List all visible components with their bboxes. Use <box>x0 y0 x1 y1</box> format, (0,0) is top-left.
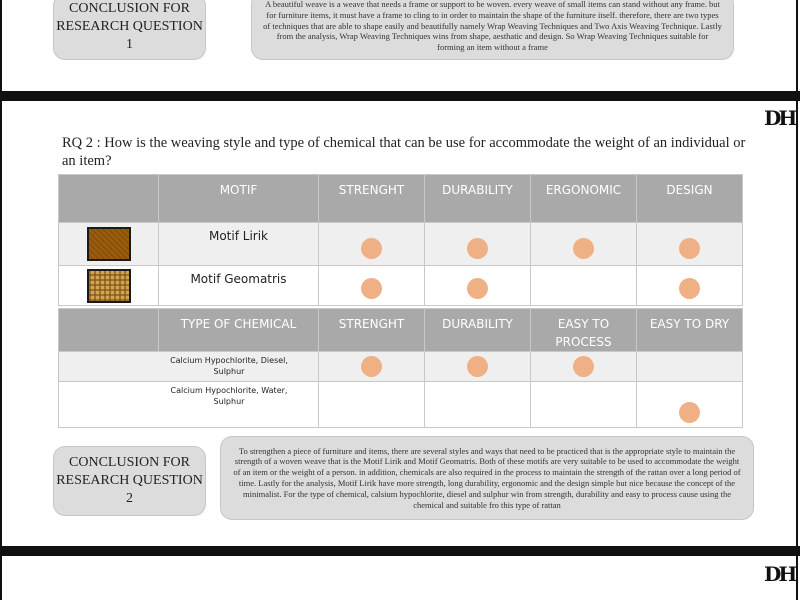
lirik-weave-image <box>87 227 131 261</box>
check-dot <box>467 278 488 299</box>
header-type-of-chemical: TYPE OF CHEMICAL <box>159 309 319 352</box>
research-question-2: RQ 2 : How is the weaving style and type of chemical that can be use for accommodate the weight of an individual or an item? <box>62 135 746 169</box>
geometric-weave-image <box>87 269 131 303</box>
left-frame-line <box>0 0 2 91</box>
right-frame-line-bottom <box>796 556 798 600</box>
section-divider-top <box>0 91 800 101</box>
dh-logo-bottom: DH <box>764 562 795 586</box>
check-dot <box>573 238 594 259</box>
header-durability: DURABILITY <box>425 309 531 352</box>
check-dot <box>467 238 488 259</box>
header-easy-to-process: EASY TO PROCESS <box>531 309 637 352</box>
check-dot <box>467 356 488 377</box>
table-row <box>59 382 743 428</box>
conclusion-rq1-label: CONCLUSION FOR RESEARCH QUESTION 1 <box>53 0 206 60</box>
header-strength: STRENGHT <box>319 309 425 352</box>
header-blank <box>59 309 159 352</box>
header-design: DESIGN <box>637 175 743 223</box>
chemical-table <box>58 308 743 428</box>
section-divider-bottom <box>0 546 800 556</box>
chemical-name: Calcium Hypochlorite, Diesel, Sulphur <box>59 352 319 382</box>
header-durability: DURABILITY <box>425 175 531 223</box>
check-dot <box>361 278 382 299</box>
conclusion-rq1-text: A beautiful weave is a weave that needs a frame or support to be woven. every weave of small items can stand without any frame. but for furniture items, it must have a frame to cling to in order to maintain the shape of the furniture itself. therefore, there are two types of techniques that are able to shape easily and beautifully namely Wrap Weaving Techniques and Two Axis Weaving Technique. Lastly from the analysis, Wrap Weaving Techniques wins from shape, aesthatic and design. So Wrap Weaving Techniques suitable for forming an item without a frame <box>251 0 734 60</box>
header-blank <box>59 175 159 223</box>
check-dot <box>679 402 700 423</box>
conclusion-rq2-text: To strengthen a piece of furniture and items, there are several styles and ways that need to be practiced that is the appropriate style to maintain the strength of a woven weave that is the Motif Lirik and Motif Geomatris. Both of these motifs are very suitable to be used to accommodate the weight of an item or the weight of a person. in addition, chemicals are also required in the process to maintain the strength of the rattan over a long period of time. Lastly for the analysis, Motif Lirik have more strength, long durability, ergonomic and the design simple but nice because the concept of the minimalist. For the type of chemical, calsium hypochlorite, diesel and sulphur win from strength, durability and easy to process cause using the chemical and suitable fro this type of rattan <box>220 436 754 520</box>
header-easy-to-dry: EASY TO DRY <box>637 309 743 352</box>
conclusion-rq2-label: CONCLUSION FOR RESEARCH QUESTION 2 <box>53 446 206 516</box>
motif-name: Motif Lirik <box>159 223 319 266</box>
left-frame-line-mid <box>0 101 2 546</box>
right-frame-line <box>796 0 798 91</box>
motif-table <box>58 174 743 306</box>
table-row <box>59 223 743 266</box>
header-motif: MOTIF <box>159 175 319 223</box>
check-dot <box>361 356 382 377</box>
dh-logo: DH <box>764 106 795 130</box>
check-dot <box>679 278 700 299</box>
table-row <box>59 352 743 382</box>
motif-name: Motif Geomatris <box>159 266 319 306</box>
left-frame-line-bottom <box>0 556 2 600</box>
header-strength: STRENGHT <box>319 175 425 223</box>
header-ergonomic: ERGONOMIC <box>531 175 637 223</box>
table-row <box>59 266 743 306</box>
check-dot <box>573 356 594 377</box>
right-frame-line-mid <box>796 101 798 546</box>
check-dot <box>679 238 700 259</box>
chemical-name: Calcium Hypochlorite, Water, Sulphur <box>59 382 319 428</box>
check-dot <box>361 238 382 259</box>
